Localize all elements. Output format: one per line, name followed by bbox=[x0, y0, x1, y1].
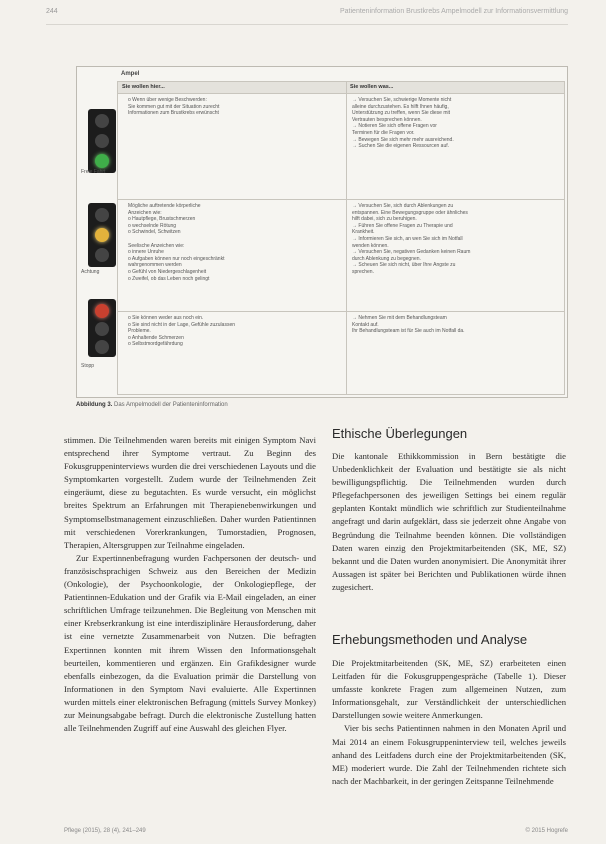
figure-line: sprechen. bbox=[352, 268, 374, 275]
paragraph: stimmen. Die Teilnehmenden waren bereits mit einigen Symptom Navi entsprechend ihrer Symptome vertraut. Zu Beginn des Fokusgruppeninterviews wurden die drei verschiedenen Layouts und die Symptomkarten vorgestellt. Zudem wurde der Teilnehmenden Zeit eingeräumt, diese zu begutachten. Es wurde versucht, ein möglichst breites Spektrum an Erfahrungen mit Therapienebenwirkungen und Symptomselbstmanagement einzuschließen. Daher wurden Patientinnen mit verschiedenen Vorerkrankungen, Tumorstadien, Prognosen, Therapien, Altersgruppen zur Teilnahme eingeladen. bbox=[64, 435, 316, 550]
figure-line: → Nehmen Sie mit dem Behandlungsteam bbox=[352, 315, 447, 321]
figure-axis-label: Ampel bbox=[121, 71, 140, 77]
figure-line: o Schwindel, Schwitzen bbox=[128, 229, 181, 236]
figure-line: wahrgenommen werden bbox=[128, 262, 182, 269]
traffic-light-red-icon bbox=[88, 299, 116, 357]
body-column-left bbox=[64, 434, 316, 735]
figure-row-red bbox=[118, 311, 564, 394]
figure-line: → Notieren Sie sich offene Fragen vor bbox=[352, 123, 437, 130]
heading-ethics: Ethische Überlegungen bbox=[332, 426, 468, 441]
figure-row-yellow bbox=[118, 199, 564, 312]
footer-publisher: © 2015 Hogrefe bbox=[525, 828, 568, 834]
figure-line: Anzeichen wie: bbox=[128, 209, 162, 216]
figure-caption bbox=[76, 402, 228, 408]
light-label-green: Freie Fahrt bbox=[81, 169, 106, 175]
figure-line: Ihr Behandlungsteam ist für Sie auch im Notfall da. bbox=[352, 328, 465, 335]
caption-label: Abbildung 3. bbox=[76, 402, 113, 408]
paragraph: Zur Expertinnenbefragung wurden Fachpersonen der deutsch- und französischsprachigen Schweiz aus den Bereichen der Medizin (Onkologie), der Psychoonkologie, der Onkologiepflege, der Patientinnen-Edukation und der Grafik via E-Mail eingeladen, an einer schriftlichen Umfrage teilzunehmen. Die Begleitung von Menschen mit einer Krebserkrankung ist eine interdisziplinäre Herausforderung, daher ist eine vernetzte Zusammenarbeit von Nutzen. Die befragten Expertinnen konnten mit ihrem Wissen den Informationsgehalt beurteilen, kommentieren und ergänzen. Ein Grafikdesigner wurde ebenfalls einbezogen, da die Evaluation primär die Darstellung von Informationen in den Symptom Navi evaluierte. Alle Expertinnen wurden mittels einer elektronischen Befragung (mittels Survey Monkey) zur Meinungsabgabe befragt. Durch die elektronische Zustellung hatten alle Teilnehmenden Zugriff auf eine Auswahl des gleichen Flyer. bbox=[64, 552, 316, 734]
light-label-red: Stopp bbox=[81, 363, 95, 369]
figure-line bbox=[128, 236, 338, 243]
figure-line: o Zweifel, ob das Leben noch gelingt bbox=[128, 275, 210, 282]
row-right-text bbox=[352, 203, 557, 276]
figure-line: → Suchen Sie die eigenen Ressourcen auf. bbox=[352, 143, 450, 150]
figure-line: hilft dabei, sich zu beruhigen. bbox=[352, 216, 417, 223]
row-left-text bbox=[128, 315, 338, 348]
paragraph: Die kantonale Ethikkommission in Bern bestätigte die Unbedenklichkeit der Evaluation und bestätigte sie als nicht bewilligungspflichtig. Die Teilnehmenden wurden durch Pflegefachpersonen des jeweiligen Settings bei einem regulär geplanten Kontakt mündlich wie schriftlich zur Studienteilnahme angefragt und darin aufgeklärt, dass sie jederzeit ohne Angabe von Begründung die Teilnahme beenden können. Die vollständigen Daten waren einzig den Projektmitarbeitenden (SK, ME, SZ) bekannt und die Daten wurden anonymisiert. Die Anonymität ihrer Aussagen ist später bei Berichten und Publikationen würde ihnen zugesichert. bbox=[332, 451, 566, 592]
paragraph: Vier bis sechs Patientinnen nahmen in den Monaten April und Mai 2014 an einem Fokusgruppeninterview teil, welches jeweils anhand des Leitfadens durch eine der Projektmitarbeitenden (SK, ME) moderiert wurde. Die Zahl der Teilnehmenden richtete sich nach der Machbarkeit, in der geringen Zeitspanne Teilnehmende bbox=[332, 723, 566, 786]
figure-line: o Aufgaben können nur noch eingeschränkt bbox=[128, 255, 225, 262]
figure-line: o Wenn über wenige Beschwerden: bbox=[128, 97, 207, 103]
figure-row-green bbox=[118, 93, 564, 200]
figure-traffic-light-model bbox=[76, 66, 568, 398]
figure-line: o wechselnde Rötung bbox=[128, 222, 177, 229]
running-title: Patienteninformation Brustkrebs Ampelmodell zur Informationsvermittlung bbox=[340, 8, 568, 15]
figure-line: Seelische Anzeichen wie: bbox=[128, 242, 185, 249]
figure-line: entspannen. Eine Bewegungsgruppe oder ähnliches bbox=[352, 209, 468, 216]
figure-line: Krankheit. bbox=[352, 229, 375, 236]
figure-line: → Versuchen Sie, sich durch Ablenkungen zu bbox=[352, 203, 454, 209]
body-ethics bbox=[332, 450, 566, 594]
figure-table bbox=[117, 81, 565, 395]
figure-line: Terminen für die Fragen vor. bbox=[352, 129, 415, 136]
figure-line: Vertrauten besprechen können. bbox=[352, 116, 422, 123]
figure-line: wenden können. bbox=[352, 242, 389, 249]
figure-line: → Versuchen Sie, schwierige Momente nicht bbox=[352, 97, 452, 103]
page-footer bbox=[64, 828, 568, 838]
figure-line: alleine durchzustehen. Es hilft Ihnen häufig, bbox=[352, 103, 449, 110]
running-header bbox=[46, 8, 568, 20]
figure-line: → Versuchen Sie, negativen Gedanken keinen Raum bbox=[352, 249, 471, 256]
caption-text: Das Ampelmodell der Patienteninformation bbox=[114, 402, 228, 408]
page-number: 244 bbox=[46, 8, 58, 15]
figure-line: o Sie können weder aus noch ein. bbox=[128, 315, 204, 321]
figure-line: durch Ablenkung zu begegnen. bbox=[352, 255, 421, 262]
figure-line: → Scheuen Sie sich nicht, über Ihre Ängste zu bbox=[352, 262, 456, 269]
traffic-light-yellow-icon bbox=[88, 203, 116, 267]
light-label-yellow: Achtung bbox=[81, 269, 100, 275]
row-right-text bbox=[352, 97, 557, 150]
heading-methods: Erhebungsmethoden und Analyse bbox=[332, 632, 528, 647]
traffic-light-green-icon bbox=[88, 109, 116, 173]
figure-line: → Informieren Sie sich, an wen Sie sich im Notfall bbox=[352, 235, 463, 242]
figure-line: → Führen Sie offene Fragen zu Therapie und bbox=[352, 222, 453, 229]
row-left-text bbox=[128, 203, 338, 282]
figure-line: Mögliche auftretende körperliche bbox=[128, 203, 201, 209]
figure-line: Kontakt auf. bbox=[352, 321, 379, 328]
figure-line: o Anhaltende Schmerzen bbox=[128, 334, 184, 341]
paragraph: Die Projektmitarbeitenden (SK, ME, SZ) erarbeiteten einen Leitfaden für die Fokusgruppengespräche (Tabelle 1). Dieser umfasste konkrete Fragen zum allgemeinen Nutzen, zum Informationsgehalt, zur Verständlichkeit der unterschiedlichen Darstellungen sowie weitere Anmerkungen. bbox=[332, 658, 566, 721]
figure-line: Probleme. bbox=[128, 328, 151, 335]
figure-line: o Gefühl von Niedergeschlagenheit bbox=[128, 268, 207, 275]
col-left-header: Sie wollen hier... bbox=[122, 84, 165, 90]
figure-line: o Sie sind nicht in der Lage, Gefühle zuzulassen bbox=[128, 321, 236, 328]
figure-line: o Hautpflege, Brustschmerzen bbox=[128, 216, 196, 223]
figure-line: Unterstützung zu treffen, wenn Sie diese mit bbox=[352, 110, 451, 117]
row-right-text bbox=[352, 315, 557, 335]
col-right-header: Sie wollen was... bbox=[350, 84, 394, 90]
footer-journal: Pflege (2015), 28 (4), 241–249 bbox=[64, 828, 146, 834]
figure-line: Informationen zum Brustkrebs erwünscht bbox=[128, 110, 219, 117]
header-rule bbox=[46, 24, 568, 25]
body-methods bbox=[332, 657, 566, 788]
figure-line: Sie kommen gut mit der Situation zurecht bbox=[128, 103, 220, 110]
row-left-text bbox=[128, 97, 338, 117]
figure-line: o innere Unruhe bbox=[128, 249, 164, 256]
figure-line: o Selbstmordgefährdung bbox=[128, 341, 183, 348]
figure-line: → Bewegen Sie sich mehr mehr ausreichend. bbox=[352, 136, 454, 143]
